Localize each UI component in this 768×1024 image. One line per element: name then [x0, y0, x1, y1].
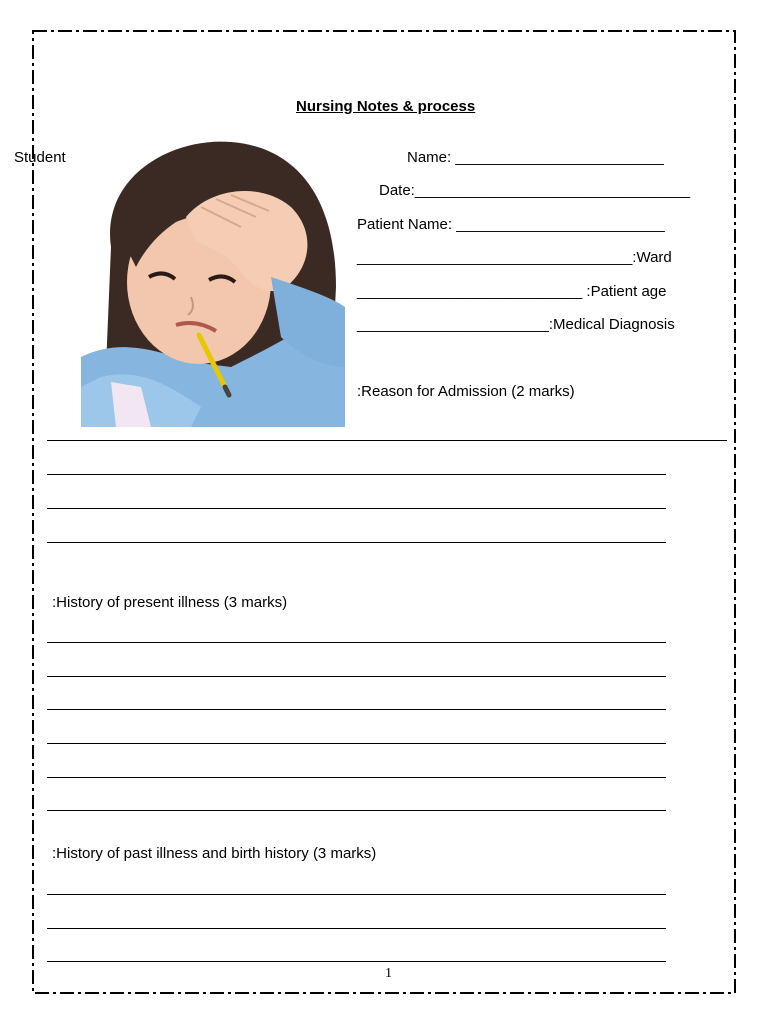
name-field[interactable]: Name: _________________________ [407, 149, 664, 166]
answer-line-present-1[interactable] [47, 642, 666, 643]
reason-for-admission-heading: :Reason for Admission (2 marks) [357, 383, 575, 400]
answer-line-reason-4[interactable] [47, 542, 666, 543]
page-title: Nursing Notes & process [296, 98, 476, 115]
ward-field[interactable]: _________________________________:Ward [357, 249, 672, 266]
answer-line-past-1[interactable] [47, 894, 666, 895]
answer-line-reason-3[interactable] [47, 508, 666, 509]
student-label: Student [14, 149, 66, 166]
answer-line-present-5[interactable] [47, 777, 666, 778]
date-field[interactable]: Date:_________________________________ [379, 182, 691, 199]
history-past-illness-heading: :History of past illness and birth history (3 marks) [52, 845, 377, 862]
answer-line-present-3[interactable] [47, 709, 666, 710]
patient-age-field[interactable]: ___________________________ :Patient age [357, 283, 667, 300]
answer-line-reason-1[interactable] [47, 440, 727, 441]
sick-child-photo [81, 137, 345, 427]
answer-line-past-3[interactable] [47, 961, 666, 962]
history-present-illness-heading: :History of present illness (3 marks) [52, 594, 288, 611]
patient-name-field[interactable]: Patient Name: _________________________ [357, 216, 665, 233]
answer-line-present-4[interactable] [47, 743, 666, 744]
answer-line-present-6[interactable] [47, 810, 666, 811]
medical-diagnosis-field[interactable]: _______________________:Medical Diagnosis [357, 316, 675, 333]
page-number: 1 [385, 966, 392, 981]
answer-line-present-2[interactable] [47, 676, 666, 677]
answer-line-reason-2[interactable] [47, 474, 666, 475]
answer-line-past-2[interactable] [47, 928, 666, 929]
